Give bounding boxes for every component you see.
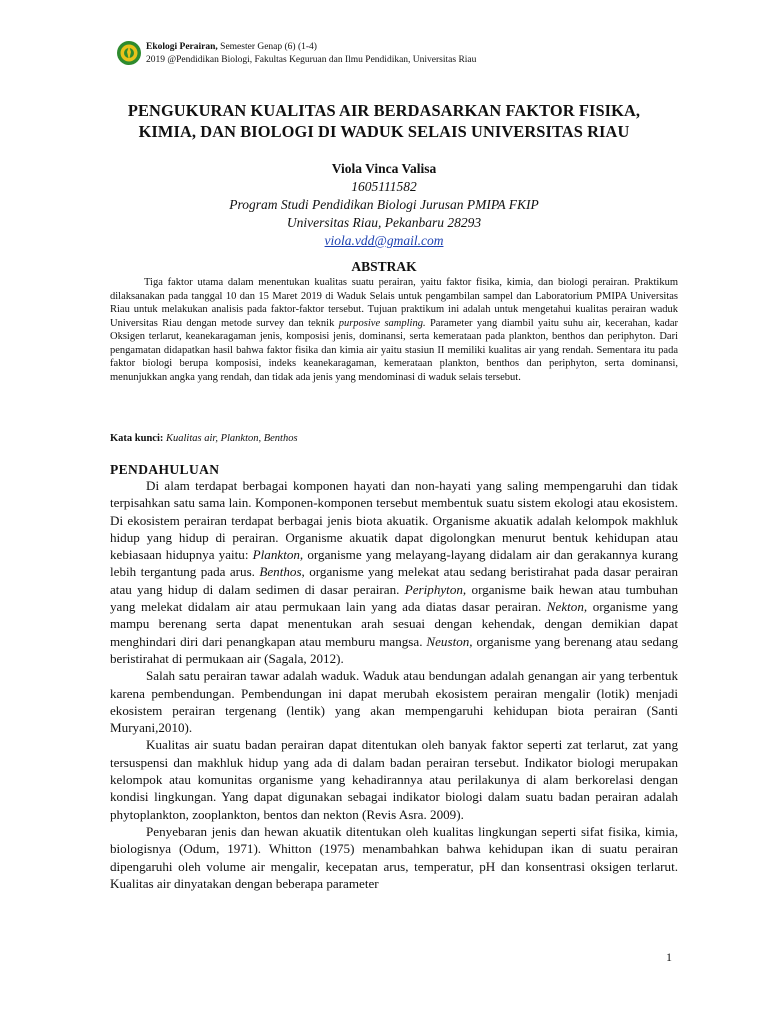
journal-name: Ekologi Perairan, [146,42,218,52]
journal-affiliation: 2019 @Pendidikan Biologi, Fakultas Keguruan dan Ilmu Pendidikan, Universitas Riau [146,55,477,65]
keywords-value: Kualitas air, Plankton, Benthos [163,433,298,444]
university-logo-icon [116,40,142,66]
paper-title-line-1: PENGUKURAN KUALITAS AIR BERDASARKAN FAKTOR FISIKA, [127,101,641,120]
body-paragraph-4: Penyebaran jenis dan hewan akuatik ditentukan oleh kualitas lingkungan seperti sifat fisika, kimia, biologisnya (Odum, 1971). Whitton (1975) menambahkan bahwa kehidupan ikan di suatu perairan dipengaruhi oleh volume air mengalir, kecepatan arus, temperatur, pH dan konsentrasi oksigen terlarut. Kualitas air dinyatakan dengan beberapa parameter [110,823,678,891]
keywords-label: Kata kunci: [110,433,164,444]
abstract-body [110,276,678,384]
body-paragraph-2: Salah satu perairan tawar adalah waduk. Waduk atau bendungan adalah genangan air yang terbentuk karena pembendungan. Pembendungan ini dapat merubah ekosistem perairan mengalir (lotik) menjadi ekosistem perairan tergenang (lentik) yang akan mempengaruhi kehidupan biota perairan (Santi Muryani,2010). [110,668,678,736]
paper-title-line-2: KIMIA, DAN BIOLOGI DI WADUK SELAIS UNIVERSITAS RIAU [138,122,630,141]
journal-header [116,40,676,70]
abstract-heading: ABSTRAK [351,259,417,274]
journal-issue: Semester Genap (6) (1-4) [217,42,317,52]
paper-title [80,100,688,142]
abstract-paragraph: Tiga faktor utama dalam menentukan kualitas suatu perairan, yaitu faktor fisika, kimia, dan biologi perairan. Praktikum dilaksanakan pada tanggal 10 dan 15 Maret 2019 di Waduk Selais untuk pengambilan sampel dan Laboratorium PMIPA Universitas Riau untuk melakukan analisis pada faktor-faktor tersebut. Tujuan praktikum ini adalah untuk mengetahui kualitas perairan waduk Universitas Riau dengan metode survey dan teknik purposive sampling. Parameter yang diambil yaitu suhu air, kecerahan, kadar Oksigen terlarut, keanekaragaman jenis, komposisi jenis, dominansi, serta kemerataan pada plankton, benthos dan periphyton. Dari pengamatan didapatkan hasil bahwa faktor fisika dan kimia air yaitu stasiun II memiliki kualitas air yang rendah. Sementara itu pada faktor biologi berupa komposisi, indeks keanekaragaman, kemerataan plankton, benthos dan periphyton, serta dominansi, menunjukkan angka yang rendah, dan tidak ada jenis yang mendominasi di waduk selais tersebut. [110,277,679,383]
author-email-link[interactable]: viola.vdd@gmail.com [324,233,444,248]
journal-header-text [146,41,476,67]
author-name: Viola Vinca Valisa [331,161,437,176]
body-paragraph-3: Kualitas air suatu badan perairan dapat ditentukan oleh banyak faktor seperti zat terlarut, zat yang tersuspensi dan makhluk hidup yang ada di dalam badan perairan tersebut. Indikator biologi merupakan kelompok atau komunitas organisme yang kehadirannya atau perilakunya di alam berkorelasi dengan kondisi lingkungan. Yang dapat digunakan sebagai indikator biologi dalam suatu badan perairan adalah phytoplankton, zooplankton, bentos dan nekton (Revis Asra. 2009). [110,737,678,822]
body-paragraph-1: Di alam terdapat berbagai komponen hayati dan non-hayati yang saling mempengaruhi dan tidak terpisahkan satu sama lain. Komponen-komponen tersebut membentuk suatu sistem ekologi atau ekosistem. Di ekosistem perairan terdapat berbagai jenis biota akuatik. Organisme akuatik adalah kelompok makhluk hidup yang hidup di perairan. Organisme akuatik dapat digolongkan menurut bentuk kehidupan atau kebiasaan hidupnya yaitu: Plankton, organisme yang melayang-layang didalam air dan gerakannya kurang lebih tergantung pada arus. Benthos, organisme yang melekat atau sedang beristirahat pada dasar perairan atau yang hidup di dalam sedimen di dasar perairan. Periphyton, organisme baik hewan atau tumbuhan yang melekat didalam air atau permukaan lain yang ada diatas dasar perairan. Nekton, organisme yang mampu berenang serta dapat menentukan arah sesuai dengan kehendak, dengan demikian dapat menghindari diri dari penangkapan atau memburu mangsa. Neuston, organisme yang berenang atau sedang beristirahat di permukaan air (Sagala, 2012). [110,478,678,666]
author-id: 1605111582 [351,179,417,194]
keywords [110,432,298,445]
author-university: Universitas Riau, Pekanbaru 28293 [286,215,482,230]
section-body [110,477,678,892]
section-heading-pendahuluan: PENDAHULUAN [110,462,220,477]
page-number: 1 [666,950,672,964]
author-block [80,160,688,250]
author-program: Program Studi Pendidikan Biologi Jurusan PMIPA FKIP [229,197,539,212]
